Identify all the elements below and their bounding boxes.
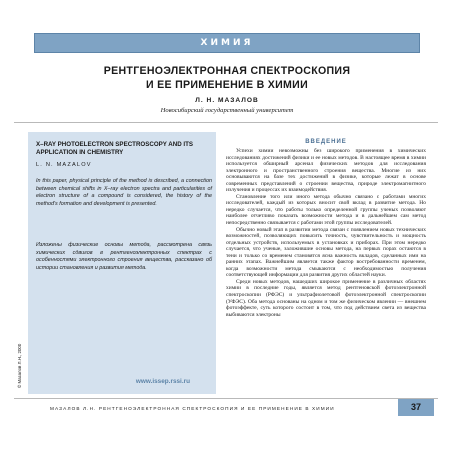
article-title-line-1: РЕНТГЕНОЭЛЕКТРОННАЯ СПЕКТРОСКОПИЯ bbox=[103, 65, 351, 77]
bottom-divider bbox=[14, 398, 438, 399]
body-paragraph: Среди новых методов, нашедших широкое применение в различных областях химии в последние годы, является метод рентгеновской фотоэлектронной спектроскопии (РФЭС) и ультрафиолетовой фотоэлектронной спектроскопии (УФЭС). Оба метода основаны на одном и том же физическом явлении — внешнем фотоэффекте, суть которого состоит в том, что под действием света из вещества выбиваются электроны bbox=[226, 278, 426, 318]
copyright-notice: © Мазалов Л.Н., 2000 bbox=[17, 343, 22, 388]
section-heading: ВВЕДЕНИЕ bbox=[305, 139, 347, 145]
russian-abstract: Изложены физические основы метода, рассмотрена связь химических сдвигов в рентгеноэлектронных спектрах с особенностями электронного строения вещества, рассказано об истории становления и развития метода. bbox=[36, 242, 212, 272]
journal-website-link[interactable]: www.issep.rssi.ru bbox=[135, 378, 190, 385]
article-affiliation: Новосибирский государственный университет bbox=[160, 107, 294, 114]
section-banner bbox=[34, 33, 420, 53]
running-footer: МАЗАЛОВ Л.Н. РЕНТГЕНОЭЛЕКТРОННАЯ СПЕКТРОСКОПИЯ И ЕЕ ПРИМЕНЕНИЕ В ХИМИИ bbox=[50, 406, 335, 411]
page-number: 37 bbox=[398, 399, 434, 416]
english-author: L. N. MAZALOV bbox=[36, 162, 92, 168]
top-divider bbox=[14, 122, 438, 123]
body-paragraph: Становление того или иного метода обычно связано с работами многих исследователей, каждый из которых вносит свой вклад в развитие метода. Но нередко случается, что работы только определенной группы ученых позволяют наиболее отчетливо показать возможности метода и в дальнейшем сам метод непосредственно связывается с работами этой группы исследователей. bbox=[226, 193, 426, 227]
article-title bbox=[60, 64, 394, 92]
article-title-line-2: И ЕЕ ПРИМЕНЕНИЕ В ХИМИИ bbox=[145, 79, 309, 91]
body-paragraph: Успехи химии невозможны без широкого применения в химических исследованиях достижений физики и ее новых методов. В настоящее время в химии используется обширный арсенал физических методов для исследования электронного и пространственного строения вещества. Многие из них основываются на базе тех достижений в физике, которые лежат в основе современных представлений о строении вещества, природе электромагнитного излучения и процессах их взаимодействия. bbox=[226, 148, 426, 194]
article-author: Л. Н. МАЗАЛОВ bbox=[195, 97, 259, 104]
english-abstract: In this paper, physical principle of the method is described, a connection between chemical shifts in X–ray electron spectra and particularities of electron structure of a compound is considered, the history of the method's formation and development is presented. bbox=[36, 178, 212, 208]
english-title: X–RAY PHOTOELECTRON SPECTROSCOPY AND ITS APPLICATION IN CHEMISTRY bbox=[36, 141, 194, 157]
body-paragraph: Обычно новый этап в развитии метода связан с появлением новых технических возможностей, позволяющих повысить точность, чувствительность и мощность отдельных устройств, используемых в установках и приборах. При этом нередко случается, что ученые, заложившие основы метода, на первых порах остаются в тени и только со временем становятся ясна важность вкладов, сделанных ими на ранних этапах. Важнейшим является также фактор востребованности временем, когда возможности метода смыкаются с необходимостью получения соответствующей информации для развития других областей науки. bbox=[226, 226, 426, 279]
section-title: ХИМИЯ bbox=[200, 38, 254, 48]
body-text bbox=[226, 148, 426, 396]
